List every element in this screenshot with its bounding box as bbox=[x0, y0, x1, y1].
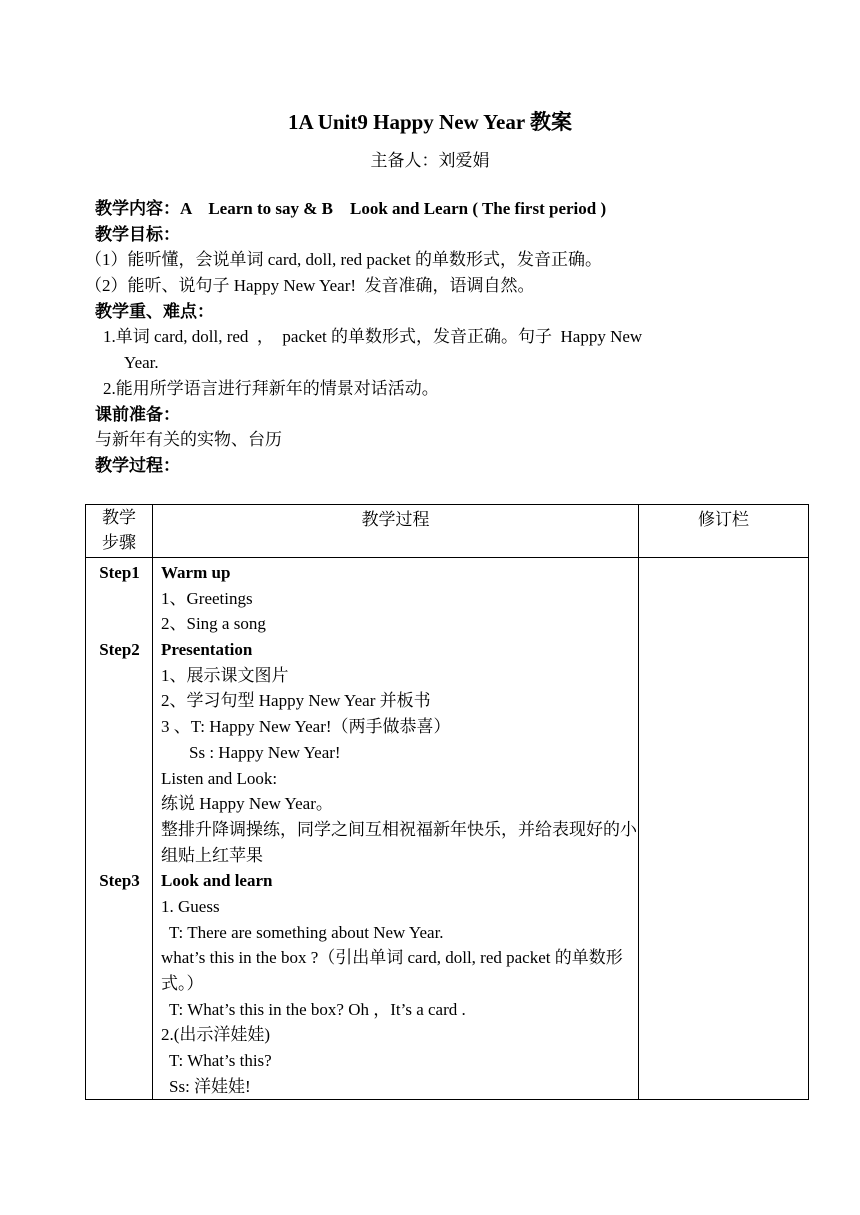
step2-item: 1、展示课文图片 bbox=[161, 665, 289, 685]
header-step-line-1: 教学 bbox=[102, 508, 136, 527]
table-header-row bbox=[86, 505, 809, 558]
table-body-row bbox=[86, 558, 809, 1100]
step2-label: Step2 bbox=[99, 640, 140, 659]
revision-cell bbox=[639, 558, 809, 1100]
step2-item: Listen and Look: bbox=[161, 768, 278, 788]
goal-heading: 教学目标： bbox=[95, 224, 180, 244]
lesson-info bbox=[85, 196, 775, 479]
goal-item-1: （1）能听懂，会说单词 card, doll, red packet 的单数形式，发音正确。 bbox=[85, 250, 603, 270]
step1-item: 1、Greetings bbox=[161, 588, 253, 608]
teaching-content bbox=[95, 196, 775, 222]
step3-item: T: What’s this in the box? Oh ，It’s a card . bbox=[169, 999, 466, 1019]
step1-title: Warm up bbox=[161, 563, 231, 582]
step3-item: T: There are something about New Year. bbox=[169, 922, 444, 942]
header-process: 教学过程 bbox=[153, 505, 639, 558]
process-cell bbox=[153, 558, 639, 1100]
author-line: 主备人：刘爱娟 bbox=[370, 151, 490, 170]
preparation-value: 与新年有关的实物、台历 bbox=[95, 430, 282, 450]
step1-item: 2、Sing a song bbox=[161, 614, 266, 634]
header-step bbox=[86, 505, 153, 558]
key-point-1-cont: Year. bbox=[124, 353, 159, 373]
step3-item: what’s this in the box ?（引出单词 card, doll, red packet 的单数形式。） bbox=[161, 948, 623, 994]
content-label: 教学内容： bbox=[95, 199, 180, 218]
steps-cell bbox=[86, 558, 153, 1100]
step1-label: Step1 bbox=[99, 563, 140, 582]
key-point-2: 2.能用所学语言进行拜新年的情景对话活动。 bbox=[103, 378, 439, 398]
step3-item: 2.(出示洋娃娃) bbox=[161, 1025, 271, 1045]
step2-item: Ss : Happy New Year! bbox=[189, 742, 341, 762]
lesson-process-table bbox=[85, 504, 809, 1100]
step2-item: 整排升降调操练，同学之间互相祝福新年快乐，并给表现好的小组贴上红苹果 bbox=[161, 819, 637, 865]
content-value: A Learn to say & B Look and Learn ( The first period ) bbox=[180, 199, 607, 218]
step2-item: 3 、T: Happy New Year!（两手做恭喜） bbox=[161, 717, 451, 737]
step2-item: 练说 Happy New Year。 bbox=[161, 794, 333, 814]
step2-title: Presentation bbox=[161, 640, 253, 660]
step3-label: Step3 bbox=[99, 871, 140, 890]
step2-item: 2、学习句型 Happy New Year 并板书 bbox=[161, 691, 431, 711]
key-points-heading: 教学重、难点： bbox=[95, 301, 214, 321]
document-title: 1A Unit9 Happy New Year 教案 bbox=[287, 110, 573, 134]
step3-title: Look and learn bbox=[161, 871, 273, 891]
step3-item: Ss: 洋娃娃! bbox=[169, 1076, 251, 1096]
step3-item: T: What’s this? bbox=[169, 1051, 272, 1071]
header-revision: 修订栏 bbox=[639, 505, 809, 558]
preparation-heading: 课前准备： bbox=[95, 404, 180, 424]
key-point-1: 1.单词 card, doll, red ， packet 的单数形式，发音正确。句子 Happy New bbox=[103, 327, 643, 347]
goal-item-2: （2）能听、说句子 Happy New Year! 发音准确，语调自然。 bbox=[85, 276, 535, 296]
step3-item: 1. Guess bbox=[161, 896, 220, 916]
process-heading: 教学过程： bbox=[95, 455, 180, 475]
header-step-line-2: 步骤 bbox=[102, 533, 136, 552]
